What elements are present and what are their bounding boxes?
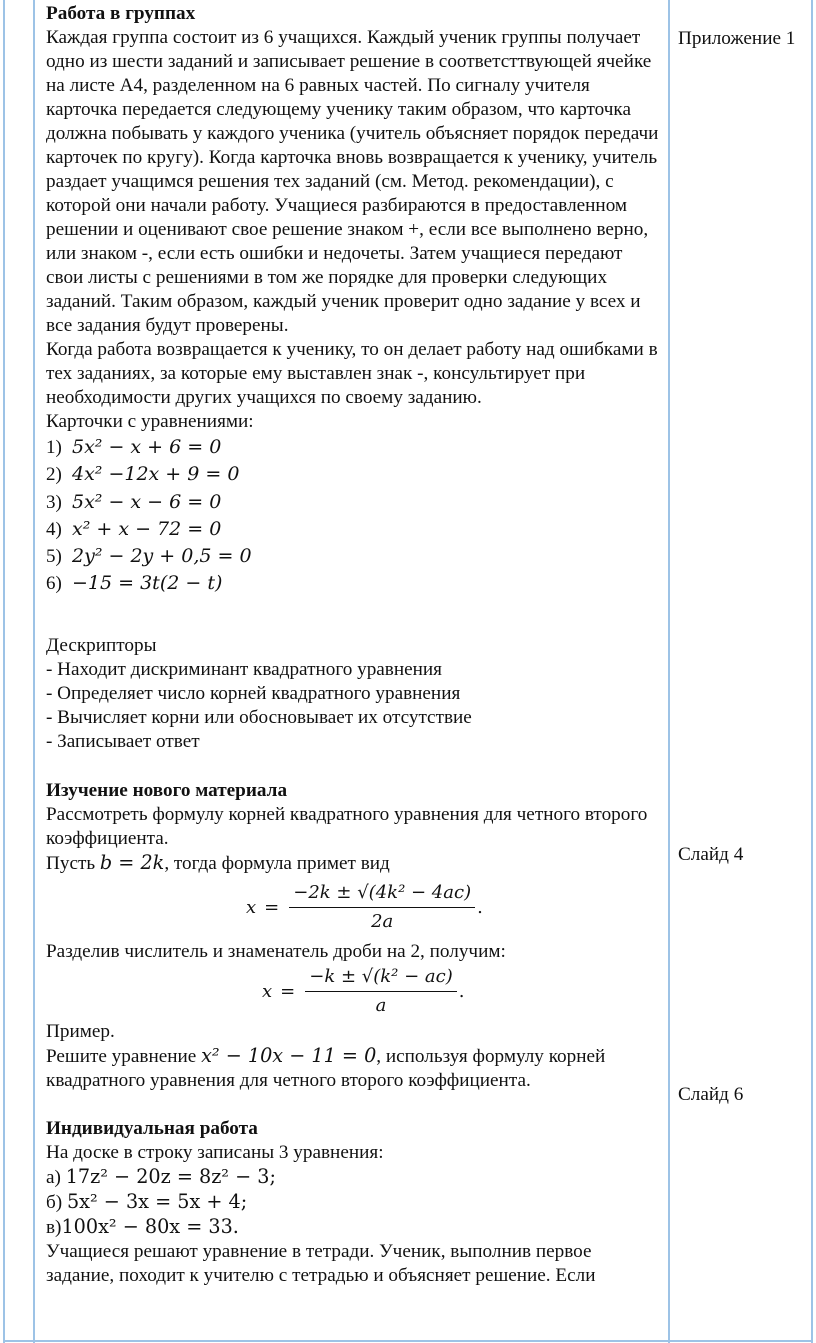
descriptor-item: - Записывает ответ	[46, 730, 200, 752]
example-label: Пример.	[46, 1020, 115, 1042]
descriptor-item: - Находит дискриминант квадратного уравнения	[46, 658, 443, 680]
example-task: Решите уравнение x² − 10x − 11 = 0, используя формулу корней квадратного уравнения для четного второго коэффициента.	[46, 1043, 606, 1091]
new-material-heading: Изучение нового материала	[46, 779, 288, 801]
group-work-paragraph-1: Каждая группа состоит из 6 учащихся. Каждый ученик группы получает одно из шести заданий и записывает решение в соответсттвующей ячейке на листе А4, разделенном на 6 равных частей. По сигналу учителя карточка передается следующему ученику таким образом, что карточка должна побывать у каждого ученика (учитель объясняет порядок передачи карточек по кругу). Когда карточка вновь возвращается к ученику, учитель раздает учащимся решения тех заданий (см. Метод. рекомендации), с которой они начали работу. Учащиеся разбираются в предоставленном решении и оценивают свое решение знаком +, если все выполнено верно, или знаком -, если есть ошибки и недочеты. Затем учащиеся передают свои листы с решениями в том же порядке для проверки следующих заданий. Таким образом, каждый ученик проверит одно задание у всех и все задания будут проверены.	[46, 27, 659, 336]
table-border-left	[3, 0, 5, 1343]
equation-item: 3) 5x² − x − 6 = 0	[46, 490, 222, 513]
let-line: Пусть b = 2k, тогда формула примет вид	[46, 850, 390, 874]
table-border-col2	[668, 0, 670, 1343]
slide-4-reference: Слайд 4	[678, 844, 744, 865]
slide-6-reference: Слайд 6	[678, 1084, 744, 1105]
individual-work-intro: На доске в строку записаны 3 уравнения:	[46, 1141, 384, 1163]
formula2-denominator: a	[375, 995, 387, 1017]
equation-item: 1) 5x² − x + 6 = 0	[46, 436, 222, 458]
lesson-content	[46, 2, 662, 1288]
descriptor-item: - Определяет число корней квадратного уравнения	[46, 682, 461, 704]
equation-item: 6) −15 = 3t(2 − t)	[46, 572, 223, 595]
formula-even-coefficient-full: x = $\frac{\text{−2k ± √(4k² − 4ac)}}{2a}$ .	[246, 882, 483, 933]
divide-text: Разделив числитель и знаменатель дроби на 2, получим:	[46, 940, 506, 962]
formula2-numerator: −k ± √(k² − ac)	[305, 965, 457, 992]
table-border-col1	[33, 0, 35, 1343]
equation-item: 2) 4x² −12x + 9 = 0	[46, 463, 240, 486]
equation-item: 5) 2y² − 2y + 0,5 = 0	[46, 545, 252, 568]
group-work-paragraph-2: Когда работа возвращается к ученику, то он делает работу над ошибками в тех заданиях, за которые ему выставлен знак -, консультирует при необходимости других учащихся по своему заданию.	[46, 339, 658, 408]
equation-list	[46, 434, 662, 598]
cards-label: Карточки с уравнениями:	[46, 411, 254, 432]
task-item: б) 5x² − 3x = 5x + 4;	[46, 1189, 248, 1213]
formula1-denominator: 2a	[371, 911, 394, 933]
appendix-reference: Приложение 1	[678, 28, 796, 49]
table-border-bottom	[3, 1340, 813, 1342]
formula1-numerator: −2k ± √(4k² − 4ac)	[289, 881, 475, 908]
task-item: в)100x² − 80x = 33.	[46, 1214, 239, 1238]
descriptor-item: - Вычисляет корни или обосновывает их отсутствие	[46, 706, 472, 728]
group-work-heading: Работа в группах	[46, 3, 196, 24]
new-material-intro: Рассмотреть формулу корней квадратного уравнения для четного второго коэффициента.	[46, 803, 648, 849]
descriptors-title: Дескрипторы	[46, 634, 157, 656]
formula-even-coefficient-reduced: x = $\frac{\text{−k ± √(k² − ac)}}{a}$ .	[262, 966, 465, 1017]
task-item: а) 17z² − 20z = 8z² − 3;	[46, 1164, 276, 1188]
individual-work-heading: Индивидуальная работа	[46, 1117, 258, 1139]
table-border-right	[811, 0, 813, 1343]
individual-work-closing: Учащиеся решают уравнение в тетради. Ученик, выполнив первое задание, походит к учителю с тетрадью и объясняет решение. Если	[46, 1240, 596, 1286]
equation-item: 4) x² + x − 72 = 0	[46, 517, 222, 540]
